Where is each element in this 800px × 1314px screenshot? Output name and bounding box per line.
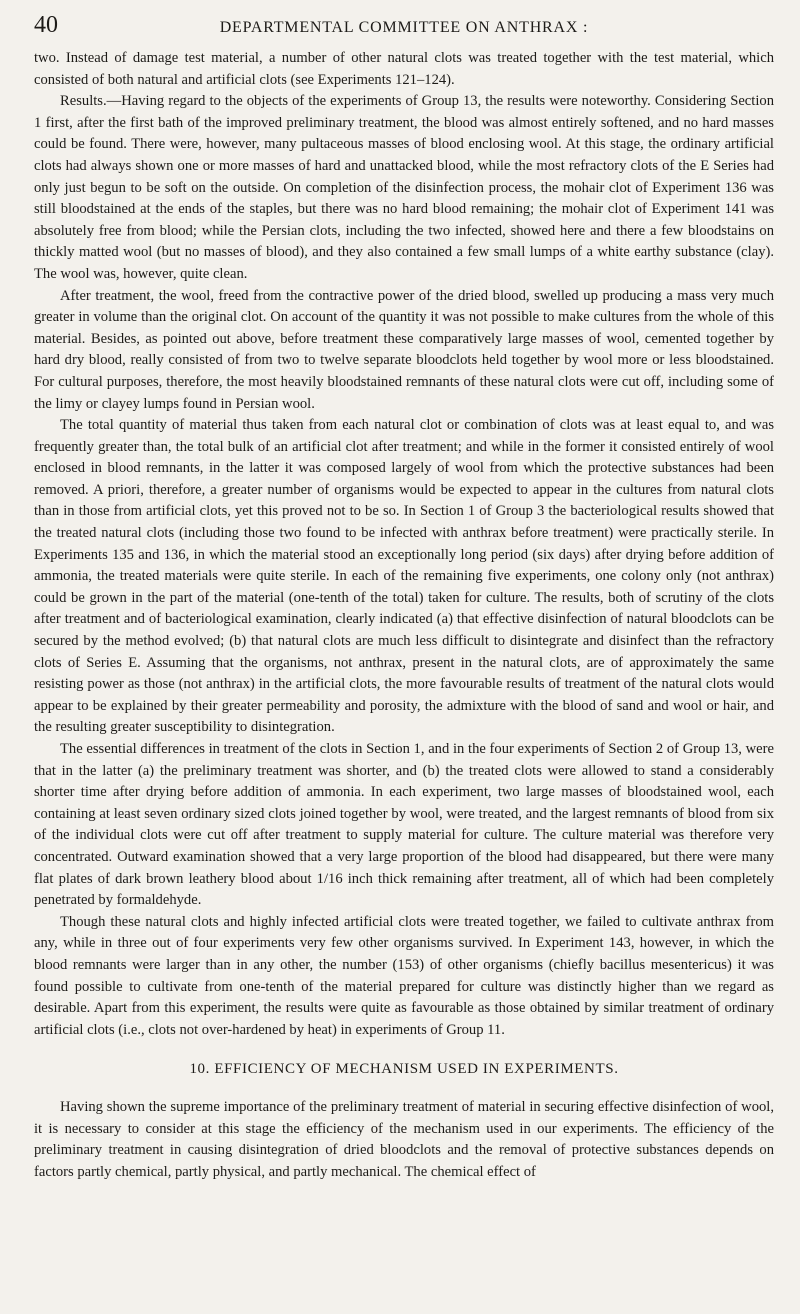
page-number: 40 bbox=[34, 12, 58, 38]
paragraph: two. Instead of damage test material, a number of other natural clots was treated together with the test material, which consisted of both natural and artificial clots (see Experiments 121–124). bbox=[34, 50, 774, 88]
section-heading: 10. EFFICIENCY OF MECHANISM USED IN EXPERIMENTS. bbox=[189, 1061, 619, 1078]
paragraph: Though these natural clots and highly infected artificial clots were treated together, we failed to cultivate anthrax from any, while in three out of four experiments very few other organisms survived. In Experiment 143, however, in which the blood remnants were larger than in any other, the number (153) of other organisms (chiefly bacillus mesentericus) it was found possible to cultivate from one-tenth of the material prepared for culture was distinctly higher than we regard as desirable. Apart from this experiment, the results were quite as favourable as those obtained by similar treatment of ordinary artificial clots (i.e., clots not over-hardened by heat) in experiments of Group 11. bbox=[34, 913, 774, 1038]
running-title: DEPARTMENTAL COMMITTEE ON ANTHRAX : bbox=[219, 19, 589, 36]
paragraph: Having shown the supreme importance of the preliminary treatment of material in securing effective disinfection of wool, it is necessary to consider at this stage the efficiency of the mechanism used in our experiments. The efficiency of the preliminary treatment in causing disintegration of dried bloodclots and the removal of protective substances depends on factors partly chemical, partly physical, and partly mechanical. The chemical effect of bbox=[34, 1098, 774, 1180]
paragraph: Results.—Having regard to the objects of the experiments of Group 13, the results were noteworthy. Considering Section 1 first, after the first bath of the improved preliminary treatment, the blood was almost entirely softened, and no hard masses could be found. There were, however, many pultaceous masses of blood enclosing wool. At this stage, the ordinary artificial clots had always shown one or more masses of hard and unattacked blood, while the most refractory clots of the E Series had only just begun to be soft on the outside. On completion of the disinfection process, the mohair clot of Experiment 136 was still bloodstained at the ends of the staples, but there was no hard blood remaining; the mohair clot of Experiment 141 was absolutely free from blood; while the Persian clots, including the two infected, showed here and there a few bloodstains on thickly matted wool (but no masses of blood), and they also contained a few small lumps of a white earthy substance (clay). The wool was, however, quite clean. bbox=[34, 93, 774, 282]
paragraph: The total quantity of material thus taken from each natural clot or combination of clots was at least equal to, and was frequently greater than, the total bulk of an artificial clot after treatment; and while in the former it consisted entirely of wool enclosed in blood remnants, in the latter it was composed largely of wool from which the protective substances had been removed. A priori, therefore, a greater number of organisms would be expected to appear in the cultures from natural clots than in those from artificial clots, yet this proved not to be so. In Section 1 of Group 3 the bacteriological results showed that the treated natural clots (including those two found to be infected with anthrax before treatment) were practically sterile. In Experiments 135 and 136, in which the material stood an exceptionally long period (six days) after drying before addition of ammonia, the treated materials were quite sterile. In each of the remaining five experiments, one colony only (not anthrax) could be grown in the part of the material (one-tenth of the total) taken for culture. The results, both of scrutiny of the clots after treatment and of bacteriological examination, clearly indicated (a) that effective disinfection of natural bloodclots can be secured by the method evolved; (b) that natural clots are much less difficult to disintegrate and disinfect than the refractory clots of Series E. Assuming that the organisms, not anthrax, present in the natural clots, are of approximately the same resisting power as those (not anthrax) in the artificial clots, the more favourable results of treatment of the natural clots would appear to be explained by their greater permeability and porosity, the admixture with the blood of sand and wool or hair, and the resulting greater susceptibility to disintegration. bbox=[34, 417, 774, 736]
page-header bbox=[34, 12, 774, 48]
paragraph: After treatment, the wool, freed from the contractive power of the dried blood, swelled up producing a mass very much greater in volume than the original clot. On account of the quantity it was not possible to make cultures from the whole of this material. Besides, as pointed out above, before treatment these comparatively large masses of wool, cemented together by hard dry blood, really consisted of from two to twelve separate bloodclots held together by wool more or less bloodstained. For cultural purposes, therefore, the most heavily bloodstained remnants of these natural clots were cut off, including some of the limy or clayey lumps found in Persian wool. bbox=[34, 287, 774, 412]
body-text bbox=[34, 48, 774, 1183]
paragraph: The essential differences in treatment of the clots in Section 1, and in the four experiments of Section 2 of Group 13, were that in the latter (a) the preliminary treatment was shorter, and (b) the treated clots were allowed to stand a considerably shorter time after drying before addition of ammonia. In each experiment, two large masses of bloodstained wool, each containing at least seven ordinary sized clots joined together by wool, were treated, and the largest remnants of blood from six of the individual clots were cut off after treatment to supply material for culture. The culture material was therefore very concentrated. Outward examination showed that a very large proportion of the blood had disappeared, but there were many flat plates of dark brown leathery blood about 1/16 inch thick remaining after treatment, all of which had been completely penetrated by formaldehyde. bbox=[34, 741, 774, 909]
